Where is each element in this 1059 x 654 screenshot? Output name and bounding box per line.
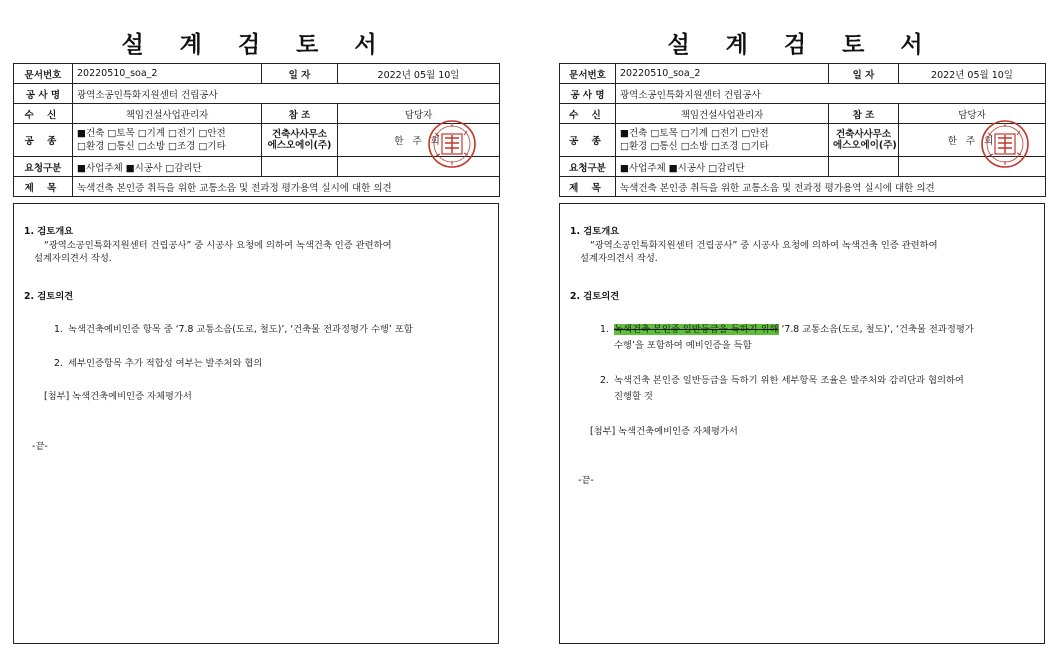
date-label: 일 자: [262, 64, 338, 84]
trade-checkboxes: [73, 124, 262, 157]
review-document-revised: [559, 0, 1045, 646]
recipient-value: 책임건설사업관리자: [616, 104, 829, 124]
end-mark: -끝-: [32, 441, 48, 452]
review-body: 1. 검토개요 “광역소공인특화지원센터 건립공사” 중 시공사 요청에 의하여 녹색건축 인증 관련하여 설계자의견서 작성. 2. 검토의견 1. 녹색건축예비인증 항목 중 ‘7.8 교통소음(도로, 철도)’, ‘건축물 전과정평가 수행’ 포함 2. 세부인증항목 추가 적합성 여부는 발주처와 협의 [첨부] 녹색건축예비인증 자체평가서 -끝-: [13, 203, 499, 644]
section-opinion-heading: 2. 검토의견: [24, 291, 74, 302]
trade-label: 공 종: [14, 124, 73, 157]
reference-label: 참 조: [829, 104, 899, 124]
reference-label: 참 조: [262, 104, 338, 124]
attachment-note: [첨부] 녹색건축예비인증 자체평가서: [590, 426, 738, 437]
reference-org: [262, 124, 338, 157]
document-title: 설 계 검 토 서: [121, 32, 391, 58]
trade-line-2: □환경 □통신 □소방 □조경 □기타: [620, 141, 769, 152]
section-opinion-heading: 2. 검토의견: [570, 291, 620, 302]
trade-checkboxes: [616, 124, 829, 157]
project-value: 광역소공인특화지원센터 건립공사: [73, 84, 500, 104]
opinion-item-2-line-2: 진행할 것: [614, 391, 653, 402]
recipient-label: 수 신: [560, 104, 616, 124]
project-label: 공 사 명: [560, 84, 616, 104]
reference-org-line-2: 에스오에이(주): [267, 140, 332, 151]
trade-line-2: □환경 □통신 □소방 □조경 □기타: [77, 141, 226, 152]
trade-line-1: ■건축 □토목 □기계 □전기 □안전: [77, 128, 226, 139]
seal-stamp-icon: [980, 119, 1030, 169]
highlighted-revision: 녹색건축 본인증 일반등급을 득하기 위해: [614, 324, 779, 335]
request-value: ■사업주체 ■시공사 □감리단: [73, 157, 262, 177]
recipient-label: 수 신: [14, 104, 73, 124]
review-body: 1. 검토개요 “광역소공인특화지원센터 건립공사” 중 시공사 요청에 의하여 녹색건축 인증 관련하여 설계자의견서 작성. 2. 검토의견 1. 녹색건축 본인증 일반등급을 득하기 위해 ‘7.8 교통소음(도로, 철도)’, ‘건축물 전과정평가 수행’을 포함하여 예비인증을 득함 2. 녹색건축 본인증 일반등급을 득하기 위한 세부항목 조율은 발주처와 감리단과 협의하여 진행할 것 [첨부] 녹색건축예비인증 자체평가서 -끝-: [559, 203, 1045, 644]
reference-org-line-1: 건축사사무소: [835, 129, 892, 140]
project-label: 공 사 명: [14, 84, 73, 104]
doc-no-value: 20220510_soa_2: [73, 64, 262, 84]
person-name: 한 주 희: [394, 136, 443, 147]
opinion-item-1-line-2: 수행’을 포함하여 예비인증을 득함: [614, 340, 752, 351]
doc-no-value: 20220510_soa_2: [616, 64, 829, 84]
overview-line-2: 설계자의견서 작성.: [34, 253, 112, 264]
overview-line-1: “광역소공인특화지원센터 건립공사” 중 시공사 요청에 의하여 녹색건축 인증 관련하여: [44, 240, 392, 251]
recipient-value: 책임건설사업관리자: [73, 104, 262, 124]
attachment-note: [첨부] 녹색건축예비인증 자체평가서: [44, 391, 192, 402]
section-overview-heading: 1. 검토개요: [24, 226, 74, 237]
person-name: 한 주 희: [947, 136, 997, 147]
section-overview-heading: 1. 검토개요: [570, 226, 620, 237]
reference-org-line-2: 에스오에이(주): [833, 140, 897, 151]
overview-line-2: 설계자의견서 작성.: [580, 253, 658, 264]
reference-org-line-1: 건축사사무소: [271, 129, 328, 140]
trade-line-1: ■건축 □토목 □기계 □전기 □안전: [620, 128, 769, 139]
trade-label: 공 종: [560, 124, 616, 157]
request-value: ■사업주체 ■시공사 □감리단: [616, 157, 829, 177]
document-title: 설 계 검 토 서: [667, 32, 937, 58]
project-value: 광역소공인특화지원센터 건립공사: [616, 84, 1046, 104]
reference-org: [829, 124, 899, 157]
review-document-original: [13, 0, 499, 646]
subject-label: 제 목: [560, 177, 616, 197]
request-label: 요청구분: [14, 157, 73, 177]
doc-no-label: 문서번호: [560, 64, 616, 84]
doc-no-label: 문서번호: [14, 64, 73, 84]
date-label: 일 자: [829, 64, 899, 84]
subject-value: 녹색건축 본인증 취득을 위한 교통소음 및 전과정 평가용역 실시에 대한 의견: [616, 177, 1046, 197]
manager-label: 담당자: [338, 104, 500, 124]
subject-label: 제 목: [14, 177, 73, 197]
end-mark: -끝-: [578, 475, 594, 486]
subject-value: 녹색건축 본인증 취득을 위한 교통소음 및 전과정 평가용역 실시에 대한 의견: [73, 177, 500, 197]
seal-stamp-icon: [427, 119, 477, 169]
date-value: 2022년 05월 10일: [899, 64, 1046, 84]
date-value: 2022년 05월 10일: [338, 64, 500, 84]
overview-line-1: “광역소공인특화지원센터 건립공사” 중 시공사 요청에 의하여 녹색건축 인증 관련하여: [590, 240, 938, 251]
request-label: 요청구분: [560, 157, 616, 177]
header-table: [559, 63, 1046, 197]
manager-label: 담당자: [899, 104, 1046, 124]
